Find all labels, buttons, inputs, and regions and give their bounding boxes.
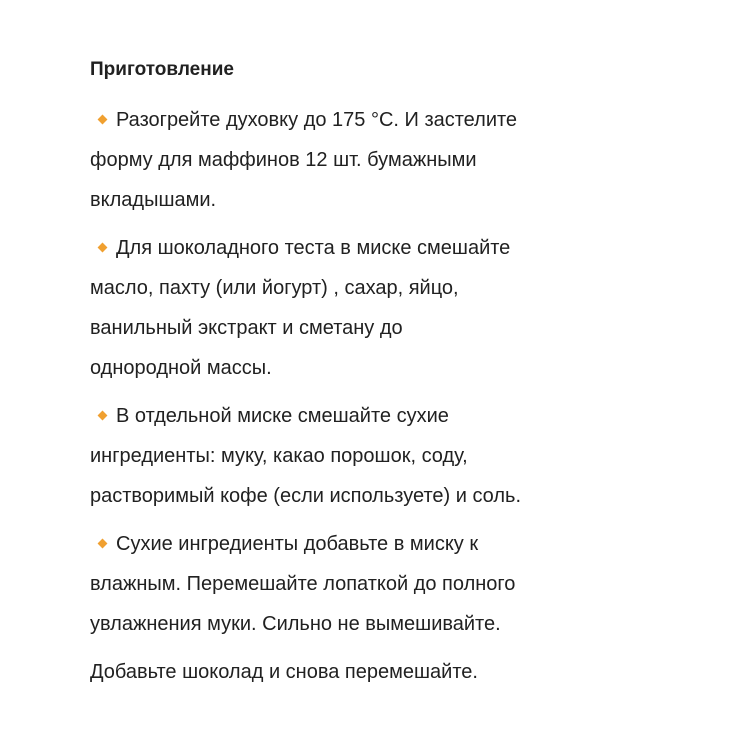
step-text: В отдельной миске смешайте сухие ингредиенты: муку, какао порошок, соду, растворимый кофе (если используете) и соль.	[90, 405, 522, 507]
step-item	[90, 100, 730, 220]
step-text: Для шоколадного теста в миске смешайте масло, пахту (или йогурт) , сахар, яйцо, ванильный экстракт и сметану до однородной массы.	[90, 237, 511, 379]
diamond-bullet-icon	[98, 539, 108, 549]
diamond-bullet-icon	[98, 115, 108, 125]
diamond-bullet-icon	[98, 411, 108, 421]
step-item	[90, 524, 730, 644]
diamond-bullet-icon	[98, 243, 108, 253]
step-text: Сухие ингредиенты добавьте в миску к влажным. Перемешайте лопаткой до полного увлажнения муки. Сильно не вымешивайте.	[90, 533, 516, 635]
recipe-instructions	[90, 50, 730, 692]
section-title: Приготовление	[90, 59, 234, 80]
closing-paragraph: Добавьте шоколад и снова перемешайте.	[90, 661, 478, 683]
step-item	[90, 396, 730, 516]
step-text: Разогрейте духовку до 175 °C. И застелите форму для маффинов 12 шт. бумажными вкладышами.	[90, 109, 518, 211]
step-item	[90, 228, 730, 388]
